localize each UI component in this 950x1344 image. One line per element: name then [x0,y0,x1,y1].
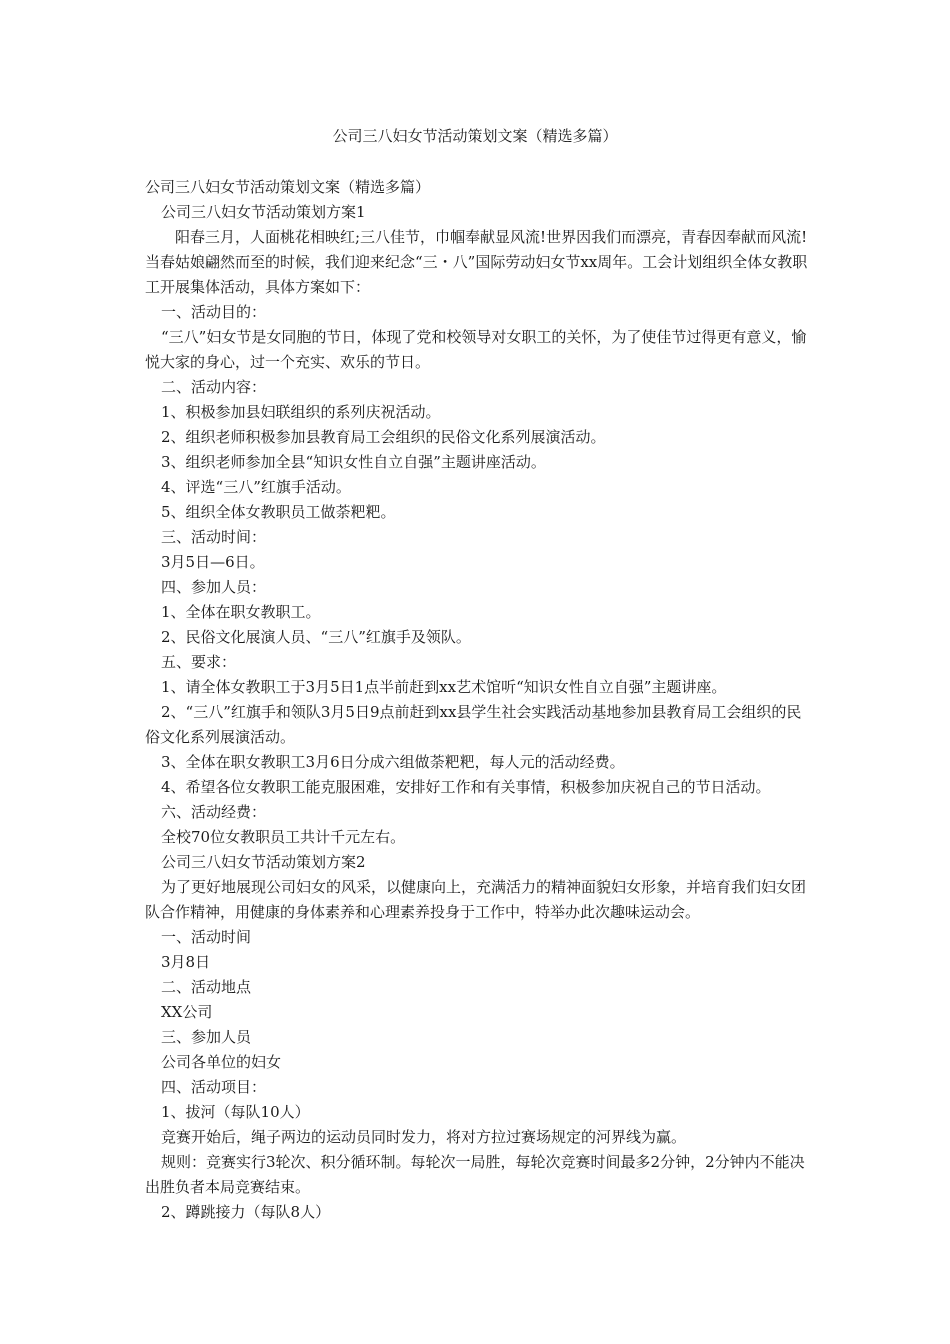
paragraph: 四、活动项目： [161,1078,267,1096]
paragraph: 2、“三八”红旗手和领队3月5日9点前赶到xx县学生社会实践活动基地参加县教育局工会组织的民俗文化系列展演活动。 [145,703,802,746]
paragraph: 4、评选“三八”红旗手活动。 [161,478,351,496]
paragraph: 公司三八妇女节活动策划文案（精选多篇） [145,178,431,196]
paragraph: 五、要求： [161,653,237,671]
document-body [145,175,810,1225]
paragraph: 二、活动内容： [161,378,267,396]
paragraph: 为了更好地展现公司妇女的风采，以健康向上，充满活力的精神面貌妇女形象，并培育我们妇女团队合作精神，用健康的身体素养和心理素养投身于工作中，特举办此次趣味运动会。 [145,878,807,921]
paragraph: 3月5日—6日。 [161,553,265,571]
paragraph: 公司各单位的妇女 [161,1053,282,1071]
paragraph: 1、拔河（每队10人） [161,1103,310,1121]
paragraph: 4、希望各位女教职工能克服困难，安排好工作和有关事情，积极参加庆祝自己的节日活动。 [161,778,771,796]
paragraph: 三、参加人员 [161,1028,252,1046]
paragraph: 3、全体在职女教职工3月6日分成六组做荼粑粑，每人元的活动经费。 [161,753,625,771]
paragraph: 1、积极参加县妇联组织的系列庆祝活动。 [161,403,441,421]
paragraph: 5、组织全体女教职员工做荼粑粑。 [161,503,396,521]
paragraph: 二、活动地点 [161,978,252,996]
paragraph: 1、全体在职女教职工。 [161,603,321,621]
paragraph: 3、组织老师参加全县“知识女性自立自强”主题讲座活动。 [161,453,546,471]
paragraph: “三八”妇女节是女同胞的节日，体现了党和校领导对女职工的关怀，为了使佳节过得更有意义，愉悦大家的身心，过一个充实、欢乐的节日。 [145,328,807,371]
paragraph: 2、蹲跳接力（每队8人） [161,1203,331,1221]
paragraph: 全校70位女教职员工共计千元左右。 [161,828,406,846]
document-title: 公司三八妇女节活动策划文案（精选多篇） [332,127,618,145]
paragraph: 一、活动时间 [161,928,252,946]
paragraph: 阳春三月，人面桃花相映红;三八佳节，巾帼奉献显风流!世界因我们而漂亮，青春因奉献而风流!当春姑娘翩然而至的时候，我们迎来纪念“三・八”国际劳动妇女节xx周年。工会计划组织全体女教职工开展集体活动，具体方案如下： [145,228,808,296]
paragraph: 规则：竞赛实行3轮次、积分循环制。每轮次一局胜，每轮次竞赛时间最多2分钟，2分钟内不能决出胜负者本局竞赛结束。 [145,1153,805,1196]
paragraph: 一、活动目的： [161,303,267,321]
paragraph: 2、组织老师积极参加县教育局工会组织的民俗文化系列展演活动。 [161,428,606,446]
paragraph: 公司三八妇女节活动策划方案1 [161,203,366,221]
paragraph: 3月8日 [161,953,211,971]
paragraph: 2、民俗文化展演人员、“三八”红旗手及领队。 [161,628,471,646]
paragraph: 公司三八妇女节活动策划方案2 [161,853,366,871]
paragraph: 六、活动经费： [161,803,267,821]
paragraph: 1、请全体女教职工于3月5日1点半前赶到xx艺术馆听“知识女性自立自强”主题讲座。 [161,678,727,696]
paragraph: 四、参加人员： [161,578,267,596]
paragraph: 竞赛开始后，绳子两边的运动员同时发力，将对方拉过赛场规定的河界线为赢。 [161,1128,687,1146]
paragraph: 三、活动时间： [161,528,267,546]
paragraph: XX公司 [161,1003,213,1021]
